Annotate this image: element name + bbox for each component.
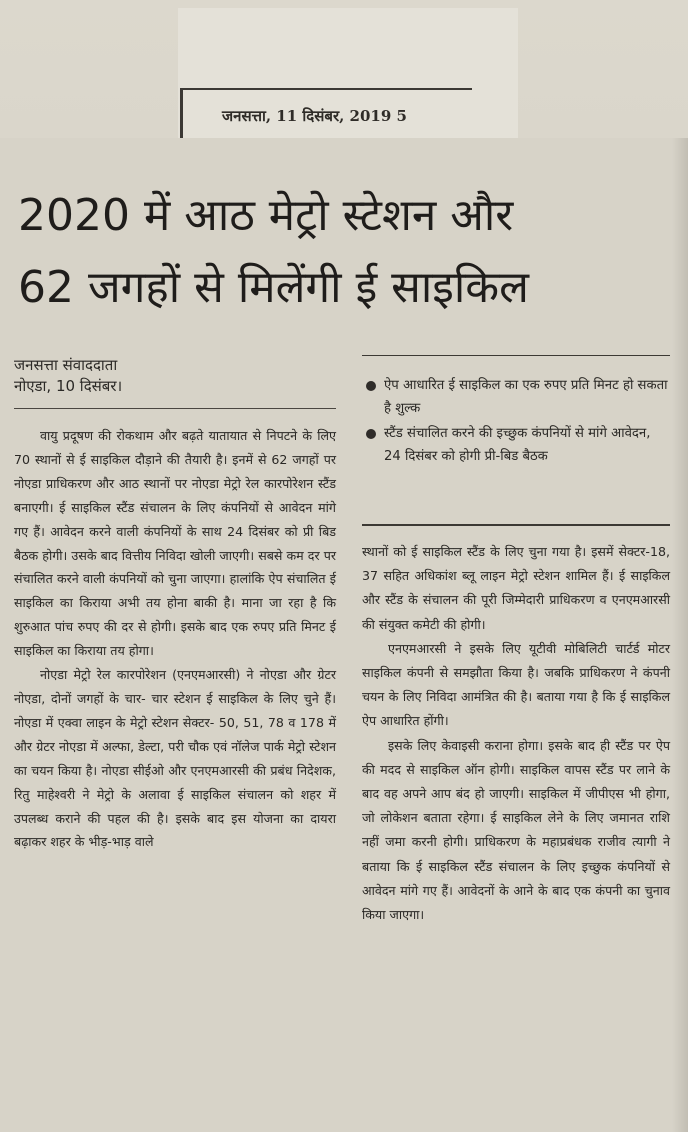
headline: [18, 180, 678, 324]
byline: [14, 355, 122, 397]
highlight-item: [366, 374, 668, 420]
highlight-text: स्टैंड संचालित करने की इच्छुक कंपनियों से मांगे आवेदन, 24 दिसंबर को होगी प्री-बिड बैठक: [384, 426, 651, 464]
highlights-rule-bottom: [362, 524, 670, 526]
byline-place-date: नोएडा, 10 दिसंबर।: [14, 377, 123, 395]
highlights-rule-top: [362, 355, 670, 356]
byline-author: जनसत्ता संवाददाता: [14, 356, 118, 374]
article-column-1: [14, 424, 336, 854]
paragraph: वायु प्रदूषण की रोकथाम और बढ़ते यातायात से निपटने के लिए 70 स्थानों से ई साइकिल दौड़ाने की तैयारी है। इनमें से 62 जगहों पर नोएडा प्राधिकरण और आठ स्थानों पर नोएडा मेट्रो रेल कारपोरेशन स्टैंड बनाएगी। ई साइकिल स्टैंड संचालन के लिए कंपनियों से आवेदन मांगे गए हैं। आवेदन करने वाली कंपनियों के साथ 24 दिसंबर को प्री बिड बैठक होगी। उसके बाद वित्तीय निविदा खोली जाएगी। सबसे कम दर पर संचालित करने वाली कंपनियों को चुना जाएगा। हालांकि ऐप संचालित ई साइकिल का किराया अभी तय होना बाकी है। माना जा रहा है कि शुरुआत पांच रुपए की दर से होगी। इसके बाद एक रुपए प्रति मिनट ई साइकिल का किराया तय होगा।: [14, 428, 336, 659]
paragraph: इसके लिए केवाइसी कराना होगा। इसके बाद ही स्टैंड पर ऐप की मदद से साइकिल ऑन होगी। साइकिल वापस स्टैंड पर लाने के बाद वह अपने आप बंद हो जाएगी। साइकिल में जीपीएस भी होगा, जो लोकेशन बताता रहेगा। ई साइकिल लेने के लिए जमानत राशि नहीं जमा करनी होगी। प्राधिकरण के महाप्रबंधक राजीव त्यागी ने बताया कि ई साइकिल स्टैंड संचालन के लिए इच्छुक कंपनियों से आवेदन मांगे गए हैं। आवेदनों के आने के बाद एक कंपनी का चुनाव किया जाएगा।: [362, 737, 670, 923]
paragraph: स्थानों को ई साइकिल स्टैंड के लिए चुना गया है। इसमें सेक्टर-18, 37 सहित अधिकांश ब्लू लाइन मेट्रो स्टेशन शामिल हैं। ई साइकिल और स्टैंड के संचालन की पूरी जिम्मेदारी प्राधिकरण व एनएमआरसी की संयुक्त कमेटी की होगी।: [362, 544, 670, 632]
bullet-icon: [366, 381, 376, 391]
paragraph: नोएडा मेट्रो रेल कारपोरेशन (एनएमआरसी) ने नोएडा और ग्रेटर नोएडा, दोनों जगहों के चार- चार स्टेशन ई साइकिल के लिए चुने हैं। नोएडा में एक्वा लाइन के मेट्रो स्टेशन सेक्टर- 50, 51, 78 व 178 में और ग्रेटर नोएडा में अल्फा, डेल्टा, परी चौक एवं नॉलेज पार्क मेट्रो स्टेशन का चयन किया है। नोएडा सीईओ और एनएमआरसी की प्रबंध निदेशक, रितु माहेश्वरी ने मेट्रो के अलावा ई साइकिल संचालन को शहर में उपलब्ध कराने की पहल की है। इसके बाद इस योजना का दायरा बढ़ाकर शहर के भीड़-भाड़ वाले: [14, 667, 336, 850]
masthead-side-rule: [180, 88, 183, 142]
paragraph: एनएमआरसी ने इसके लिए यूटीवी मोबिलिटी चार्टर्ड मोटर साइकिल कंपनी से समझौता किया है। जबकि प्राधिकरण ने कंपनी चयन के लिए निविदा आमंत्रित की है। बताया गया है कि ई साइकिल ऐप आधारित होंगी।: [362, 640, 670, 729]
byline-divider: [14, 408, 336, 409]
headline-line-1: 2020 में आठ मेट्रो स्टेशन और: [18, 190, 514, 241]
article-column-2: [362, 540, 670, 927]
dateline: जनसत्ता, 11 दिसंबर, 2019 5: [222, 107, 407, 125]
masthead-rule: [182, 88, 472, 90]
bullet-icon: [366, 429, 376, 439]
headline-line-2: 62 जगहों से मिलेंगी ई साइकिल: [18, 262, 529, 313]
highlights-box: [366, 374, 668, 470]
page-shadow: [672, 138, 688, 1132]
highlight-item: [366, 422, 668, 468]
highlight-text: ऐप आधारित ई साइकिल का एक रुपए प्रति मिनट हो सकता है शुल्क: [384, 378, 668, 416]
